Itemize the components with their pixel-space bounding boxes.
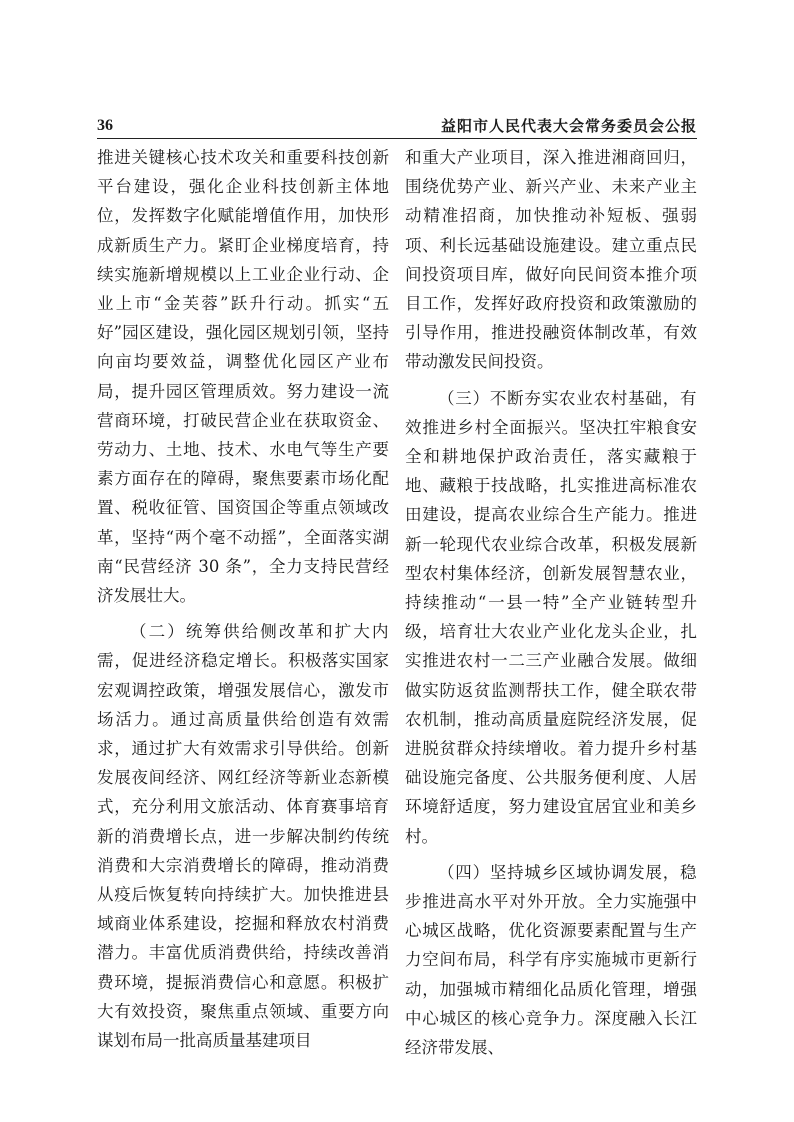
header-rule <box>97 138 697 139</box>
left-column <box>97 143 389 1055</box>
page-number: 36 <box>97 117 113 134</box>
section-heading: （三）不断夯实农业农村基础，有效推进乡村全面振兴。 <box>405 388 697 437</box>
section-body: 坚决扛牢粮食安全和耕地保护政治责任，落实藏粮于地、藏粮于技战略，扎实推进高标准农田建设，提高农业综合生产能力。推进新一轮现代农业综合改革，积极发展新型农村集体经济，创新发展智慧农业，持续推动“一县一特”全产业链转型升级，培育壮大农业产业化龙头企业，扎实推进农村一二三产业融合发展。做细做实防返贫监测帮扶工作，健全联农带农机制，推动高质量庭院经济发展，促进脱贫群众持续增收。着力提升乡村基础设施完备度、公共服务便利度、人居环境舒适度，努力建设宜居宜业和美乡村。 <box>405 417 697 846</box>
section-heading: （四）坚持城乡区域协调发展，稳步推进高水平对外开放。 <box>405 862 697 912</box>
section-paragraph <box>405 384 697 851</box>
journal-title: 益阳市人民代表大会常务委员会公报 <box>440 117 697 135</box>
section-paragraph <box>405 858 697 1062</box>
section-body: 积极落实国家宏观调控政策，增强发展信心，激发市场活力。通过高质量供给创造有效需求，通过扩大有效需求引导供给。创新发展夜间经济、网红经济等新业态新模式，充分利用文旅活动、体育赛事培育新的消费增长点，进一步解决制约传统消费和大宗消费增长的障碍，推动消费从疫后恢复转向持续扩大。加快推进县域商业体系建设，挖掘和释放农村消费潜力。丰富优质消费供给，持续改善消费环境，提振消费信心和意愿。积极扩大有效投资，聚焦重点领域、重要方向谋划布局一批高质量基建项目 <box>97 651 389 1051</box>
section-paragraph <box>97 617 389 1055</box>
paragraph: 推进关键核心技术攻关和重要科技创新平台建设，强化企业科技创新主体地位，发挥数字化赋能增值作用，加快形成新质生产力。紧盯企业梯度培育，持续实施新增规模以上工业企业行动、企业上市“金芙蓉”跃升行动。抓实“五好”园区建设，强化园区规划引领，坚持向亩均要效益，调整优化园区产业布局，提升园区管理质效。努力建设一流营商环境，打破民营企业在获取资金、劳动力、土地、技术、水电气等生产要素方面存在的障碍，聚焦要素市场化配置、税收征管、国资国企等重点领域改革，坚持“两个毫不动摇”，全面落实湖南“民营经济 30 条”，全力支持民营经济发展壮大。 <box>97 148 389 606</box>
page-header <box>97 114 697 138</box>
section-heading: （二）统筹供给侧改革和扩大内需，促进经济稳定增长。 <box>97 622 389 671</box>
right-column <box>405 143 697 1062</box>
paragraph: 和重大产业项目，深入推进湘商回归，围绕优势产业、新兴产业、未来产业主动精准招商，加快推动补短板、强弱项、利长远基础设施建设。建立重点民间投资项目库，做好向民间资本推介项目工作，发挥好政府投资和政策激励的引导作用，推进投融资体制改革，有效带动激发民间投资。 <box>405 148 697 372</box>
section-body: 全力实施强中心城区战略，优化资源要素配置与生产力空间布局，科学有序实施城市更新行动，加强城市精细化品质化管理，增强中心城区的核心竞争力。深度融入长江经济带发展、 <box>405 892 697 1058</box>
